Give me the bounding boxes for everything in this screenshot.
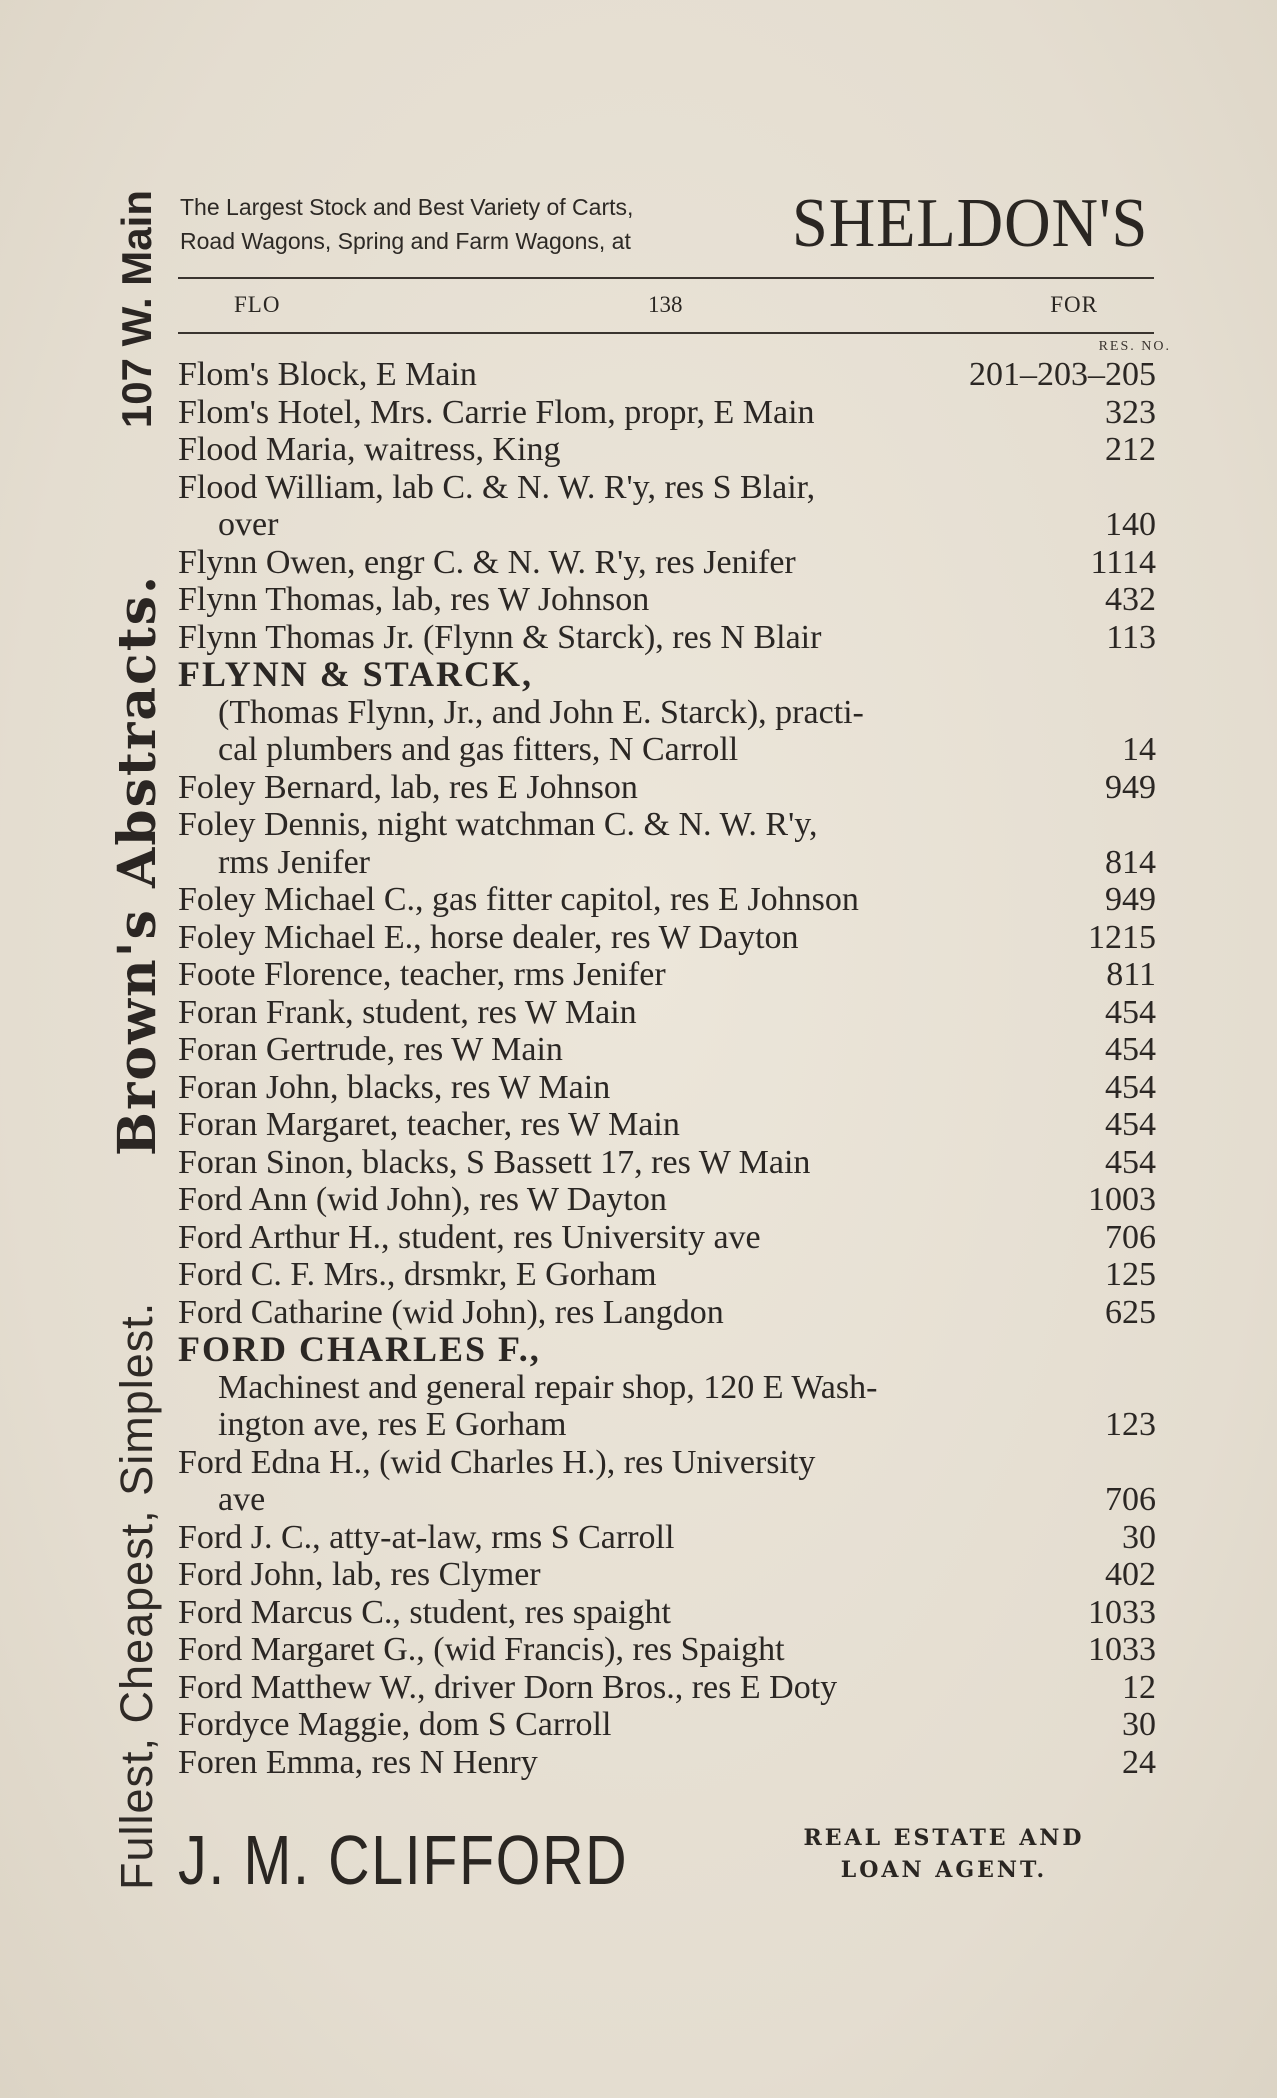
side-ad-slogan: Fullest, Cheapest, Simplest. bbox=[111, 1301, 162, 1890]
directory-entry bbox=[178, 956, 1156, 994]
residence-number: 1114 bbox=[1090, 543, 1156, 581]
entry-text: Fordyce Maggie, dom S Carroll bbox=[178, 1706, 612, 1743]
residence-number: 113 bbox=[1106, 618, 1156, 656]
entry-text: Ford Arthur H., student, res University ave bbox=[178, 1218, 761, 1256]
side-ad-address: 107 W. Main bbox=[113, 190, 160, 429]
directory-entry bbox=[178, 1594, 1156, 1632]
entry-line bbox=[178, 1106, 1156, 1144]
entry-line bbox=[178, 581, 1156, 619]
directory-entry bbox=[178, 394, 1156, 432]
residence-number: 454 bbox=[1105, 1143, 1156, 1181]
directory-entry bbox=[178, 1631, 1156, 1669]
residence-number: 432 bbox=[1105, 581, 1156, 618]
directory-entry bbox=[178, 1256, 1156, 1294]
residence-number: 323 bbox=[1105, 393, 1156, 431]
residence-number: 1033 bbox=[1088, 1631, 1156, 1668]
entry-text: (Thomas Flynn, Jr., and John E. Starck), practi- bbox=[218, 693, 864, 731]
residence-number: 24 bbox=[1122, 1743, 1156, 1781]
directory-entry bbox=[178, 1069, 1156, 1107]
directory-entry bbox=[178, 1519, 1156, 1557]
entry-line bbox=[178, 1594, 1156, 1632]
entry-line bbox=[178, 881, 1156, 919]
column-label: RES. NO. bbox=[1098, 339, 1171, 354]
entry-line bbox=[178, 1331, 1156, 1369]
directory-entry bbox=[178, 619, 1156, 657]
residence-number: 949 bbox=[1105, 881, 1156, 918]
page-number: 138 bbox=[648, 292, 683, 317]
entry-text: over bbox=[218, 506, 279, 543]
residence-number: 811 bbox=[1106, 956, 1156, 993]
entry-text: Flom's Block, E Main bbox=[178, 356, 477, 393]
entry-line bbox=[178, 1294, 1156, 1332]
entry-text: Foley Dennis, night watchman C. & N. W. R'y, bbox=[178, 806, 818, 843]
entry-line bbox=[178, 1219, 1156, 1257]
running-head bbox=[178, 288, 1154, 324]
entry-line bbox=[178, 1669, 1156, 1707]
entry-text: Ford C. F. Mrs., drsmkr, E Gorham bbox=[178, 1256, 657, 1293]
entry-line bbox=[178, 1406, 1156, 1444]
running-head-last-word: FOR bbox=[1050, 292, 1098, 317]
entry-line bbox=[178, 806, 1156, 844]
entry-heading: FORD CHARLES F., bbox=[178, 1329, 541, 1369]
entry-text: cal plumbers and gas fitters, N Carroll bbox=[218, 731, 739, 768]
directory-entry bbox=[178, 469, 1156, 544]
directory-entry bbox=[178, 1706, 1156, 1744]
entry-line bbox=[178, 394, 1156, 432]
side-ad-brand: Brown's Abstracts. bbox=[106, 573, 168, 1156]
residence-number: 212 bbox=[1105, 431, 1156, 468]
entry-text: Foley Bernard, lab, res E Johnson bbox=[178, 768, 638, 806]
entry-line bbox=[178, 1256, 1156, 1294]
entry-line bbox=[178, 731, 1156, 769]
header-ad-line: The Largest Stock and Best Variety of Carts, bbox=[180, 194, 634, 220]
entry-text: Machinest and general repair shop, 120 E Wash- bbox=[218, 1368, 878, 1406]
directory-entry bbox=[178, 544, 1156, 582]
directory-entry bbox=[178, 1294, 1156, 1332]
residence-number: 123 bbox=[1105, 1406, 1156, 1443]
entry-text: rms Jenifer bbox=[218, 843, 371, 881]
entry-line bbox=[178, 844, 1156, 882]
directory-entry bbox=[178, 1181, 1156, 1219]
entry-text: Flood Maria, waitress, King bbox=[178, 431, 561, 468]
entry-line bbox=[178, 656, 1156, 694]
entry-text: Foran Gertrude, res W Main bbox=[178, 1031, 563, 1068]
residence-number: 140 bbox=[1105, 506, 1156, 543]
footer-advertisement bbox=[178, 1820, 1154, 1900]
entry-text: Foren Emma, res N Henry bbox=[178, 1743, 538, 1781]
entry-line bbox=[178, 994, 1156, 1032]
divider bbox=[178, 277, 1154, 279]
entry-text: ington ave, res E Gorham bbox=[218, 1406, 567, 1443]
residence-number: 454 bbox=[1105, 1106, 1156, 1143]
entry-line bbox=[178, 1144, 1156, 1182]
residence-number: 949 bbox=[1105, 768, 1156, 806]
entry-line bbox=[178, 1556, 1156, 1594]
footer-ad-name: J. M. CLIFFORD bbox=[178, 1821, 629, 1899]
entry-text: Ford Margaret G., (wid Francis), res Spaight bbox=[178, 1631, 785, 1668]
entry-text: Flynn Thomas, lab, res W Johnson bbox=[178, 581, 650, 618]
directory-entry bbox=[178, 1331, 1156, 1444]
residence-number: 454 bbox=[1105, 1068, 1156, 1106]
entry-text: Flood William, lab C. & N. W. R'y, res S Blair, bbox=[178, 468, 816, 506]
entry-line bbox=[178, 356, 1156, 394]
residence-number: 12 bbox=[1122, 1668, 1156, 1706]
residence-number: 1215 bbox=[1088, 918, 1156, 956]
footer-ad-tagline bbox=[744, 1822, 1144, 1886]
residence-number: 402 bbox=[1105, 1556, 1156, 1593]
entry-line bbox=[178, 919, 1156, 957]
directory-entry bbox=[178, 806, 1156, 881]
entry-line bbox=[178, 956, 1156, 994]
directory-entry bbox=[178, 1556, 1156, 1594]
entry-line bbox=[178, 1069, 1156, 1107]
residence-number: 201–203–205 bbox=[969, 356, 1156, 393]
entry-text: Ford Matthew W., driver Dorn Bros., res E Doty bbox=[178, 1668, 838, 1706]
directory-entry bbox=[178, 356, 1156, 394]
directory-entry bbox=[178, 919, 1156, 957]
side-advertisement bbox=[108, 190, 166, 1890]
residence-number: 625 bbox=[1105, 1293, 1156, 1331]
entry-text: Foran Margaret, teacher, res W Main bbox=[178, 1106, 680, 1143]
entry-text: Flynn Thomas Jr. (Flynn & Starck), res N Blair bbox=[178, 618, 822, 656]
directory-entry bbox=[178, 994, 1156, 1032]
directory-entry bbox=[178, 431, 1156, 469]
entry-line bbox=[178, 694, 1156, 732]
entry-text: Foran John, blacks, res W Main bbox=[178, 1068, 611, 1106]
residence-number: 30 bbox=[1122, 1706, 1156, 1743]
residence-number: 814 bbox=[1105, 843, 1156, 881]
entry-heading: FLYNN & STARCK, bbox=[178, 654, 534, 694]
running-head-first-word: FLO bbox=[234, 292, 281, 317]
entry-text: Ford Edna H., (wid Charles H.), res University bbox=[178, 1443, 816, 1481]
residence-number: 14 bbox=[1122, 731, 1156, 768]
residence-number: 454 bbox=[1105, 993, 1156, 1031]
entry-line bbox=[178, 469, 1156, 507]
entry-text: Foley Michael C., gas fitter capitol, res E Johnson bbox=[178, 881, 859, 918]
entry-line bbox=[178, 1744, 1156, 1782]
entry-line bbox=[178, 1031, 1156, 1069]
residence-number: 125 bbox=[1105, 1256, 1156, 1293]
entry-text: ave bbox=[218, 1481, 266, 1518]
header-advertisement bbox=[178, 180, 1148, 270]
entry-line bbox=[178, 544, 1156, 582]
entry-line bbox=[178, 619, 1156, 657]
directory-entry bbox=[178, 581, 1156, 619]
residence-number: 30 bbox=[1122, 1518, 1156, 1556]
directory-entry bbox=[178, 1444, 1156, 1519]
entry-line bbox=[178, 1369, 1156, 1407]
directory-entry bbox=[178, 1669, 1156, 1707]
entry-text: Ford Ann (wid John), res W Dayton bbox=[178, 1181, 667, 1218]
entry-line bbox=[178, 1444, 1156, 1482]
header-ad-brand: SHELDON'S bbox=[791, 185, 1148, 262]
entry-line bbox=[178, 1481, 1156, 1519]
directory-entry bbox=[178, 1144, 1156, 1182]
footer-ad-tag-line: LOAN AGENT. bbox=[840, 1857, 1048, 1883]
entry-line bbox=[178, 1181, 1156, 1219]
directory-entry bbox=[178, 656, 1156, 769]
entry-line bbox=[178, 431, 1156, 469]
entry-text: Ford Catharine (wid John), res Langdon bbox=[178, 1293, 724, 1331]
entry-text: Foote Florence, teacher, rms Jenifer bbox=[178, 956, 666, 993]
residence-number: 706 bbox=[1105, 1218, 1156, 1256]
entry-line bbox=[178, 506, 1156, 544]
directory-entry bbox=[178, 1744, 1156, 1782]
entry-text: Ford Marcus C., student, res spaight bbox=[178, 1593, 671, 1631]
entry-text: Flom's Hotel, Mrs. Carrie Flom, propr, E Main bbox=[178, 393, 815, 431]
entry-text: Foran Sinon, blacks, S Bassett 17, res W Main bbox=[178, 1143, 811, 1181]
directory-entry bbox=[178, 1219, 1156, 1257]
directory-entry bbox=[178, 1031, 1156, 1069]
directory-list bbox=[178, 356, 1156, 1781]
entry-text: Ford John, lab, res Clymer bbox=[178, 1556, 541, 1593]
entry-line bbox=[178, 1631, 1156, 1669]
entry-line bbox=[178, 769, 1156, 807]
residence-number: 1033 bbox=[1088, 1593, 1156, 1631]
entry-text: Foley Michael E., horse dealer, res W Dayton bbox=[178, 918, 799, 956]
header-ad-line: Road Wagons, Spring and Farm Wagons, at bbox=[180, 228, 631, 254]
residence-number: 1003 bbox=[1088, 1181, 1156, 1218]
header-ad-text bbox=[180, 190, 780, 258]
entry-line bbox=[178, 1706, 1156, 1744]
entry-line bbox=[178, 1519, 1156, 1557]
footer-ad-tag-line: REAL ESTATE AND bbox=[803, 1825, 1085, 1851]
directory-entry bbox=[178, 769, 1156, 807]
divider bbox=[178, 332, 1154, 334]
entry-text: Flynn Owen, engr C. & N. W. R'y, res Jenifer bbox=[178, 543, 796, 581]
directory-entry bbox=[178, 1106, 1156, 1144]
residence-number: 454 bbox=[1105, 1031, 1156, 1068]
residence-number: 706 bbox=[1105, 1481, 1156, 1518]
directory-entry bbox=[178, 881, 1156, 919]
entry-text: Foran Frank, student, res W Main bbox=[178, 993, 637, 1031]
entry-text: Ford J. C., atty-at-law, rms S Carroll bbox=[178, 1518, 675, 1556]
